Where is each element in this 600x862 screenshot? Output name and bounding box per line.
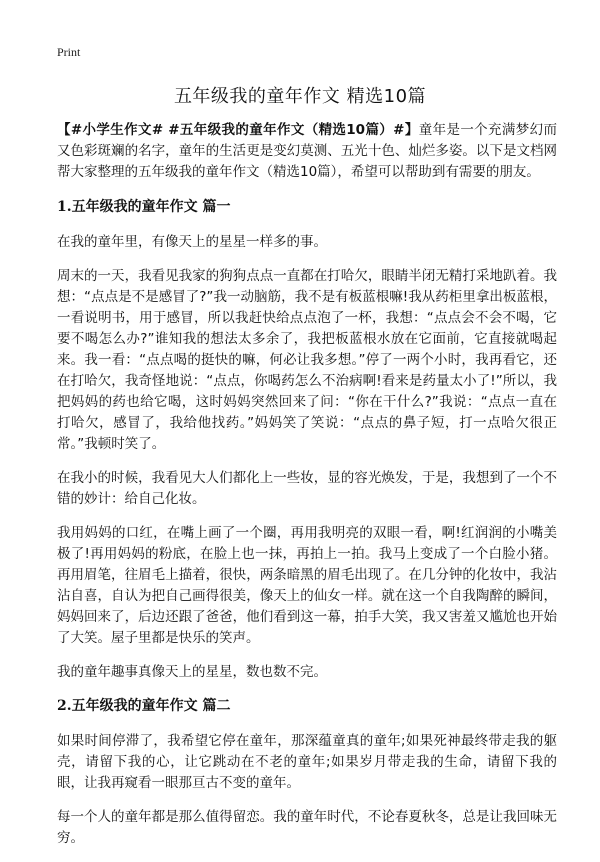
- article-title: 五年级我的童年作文 精选10篇: [173, 86, 427, 107]
- article-body: [57, 120, 557, 862]
- intro-tags: 【#小学生作文# #五年级我的童年作文（精选10篇）#】: [57, 122, 419, 138]
- section-2-paragraph: 如果时间停滞了，我希望它停在童年，那深蕴童真的童年;如果死神最终带走我的躯壳，请留下我的心，让它跳动在不老的童年;如果岁月带走我的生命，请留下我的眼，让我再窥看一眼那亘古不变的童年。: [57, 733, 557, 791]
- section-heading-1: 1.五年级我的童年作文 篇一: [57, 199, 231, 215]
- print-link[interactable]: Print: [57, 45, 81, 59]
- section-heading-2: 2.五年级我的童年作文 篇二: [57, 698, 231, 714]
- intro-paragraph: [57, 120, 557, 183]
- section-1-paragraph: 我用妈妈的口红，在嘴上画了一个圈，再用我明亮的双眼一看，啊!红润润的小嘴美极了!再用妈妈的粉底，在脸上也一抹，再拍上一拍。我马上变成了一个白脸小猪。再用眉笔，往眉毛上描着，很快，两条暗黑的眉毛出现了。在几分钟的化妆中，我沾沾自喜，自认为把自己画得很美，像天上的仙女一样。就在这一个自我陶醉的瞬间，妈妈回来了，后边还跟了爸爸，他们看到这一幕，拍手大笑，我又害羞又尴尬也开始了大笑。屋子里都是快乐的笑声。: [57, 525, 557, 646]
- intro-text: 童年是一个充满梦幻而又色彩斑斓的名字，童年的生活更是变幻莫测、五光十色、灿烂多姿。以下是文档网帮大家整理的五年级我的童年作文（精选10篇），希望可以帮助到有需要的朋友。: [57, 122, 558, 180]
- section-1-paragraph: 我的童年趣事真像天上的星星，数也数不完。: [57, 664, 327, 680]
- section-1-paragraph: 在我小的时候，我看见大人们都化上一些妆，显的容光焕发，于是，我想到了一个不错的妙计：给自己化妆。: [57, 470, 557, 507]
- section-1-paragraph: 在我的童年里，有像天上的星星一样多的事。: [57, 234, 327, 250]
- section-2-paragraph: 每一个人的童年都是那么值得留恋。我的童年时代，不论春夏秋冬，总是让我回味无穷。: [57, 809, 557, 846]
- section-1-paragraph: 周末的一天，我看见我家的狗狗点点一直都在打哈欠，眼睛半闭无精打采地趴着。我想：“点点是不是感冒了?”我一动脑筋，我不是有板蓝根嘛!我从药柜里拿出板蓝根，一看说明书，用于感冒，所以我赶快给点点泡了一杯，我想：“点点会不会不喝，它要不喝怎么办?”谁知我的想法太多余了，我把板蓝根水放在它面前，它直接就喝起来。我一看：“点点喝的挺快的嘛，何必让我多想。”停了一两个小时，我再看它，还在打哈欠，我奇怪地说：“点点，你喝药怎么不治病啊!看来是药量太小了!”所以，我把妈妈的药也给它喝，这时妈妈突然回来了问：“你在干什么?”我说：“点点一直在打哈欠，感冒了，我给他找药。”妈妈笑了笑说：“点点的鼻子短，打一点哈欠很正常。”我顿时笑了。: [57, 268, 557, 452]
